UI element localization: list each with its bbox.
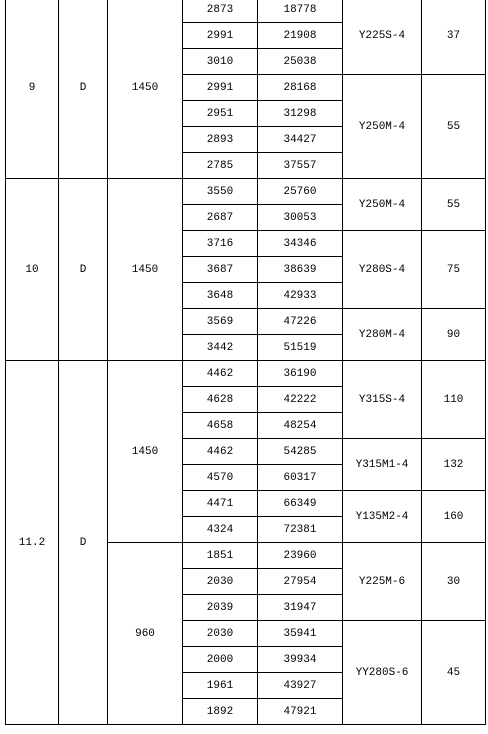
flow-cell: 35941 — [258, 621, 343, 647]
table-row — [6, 361, 486, 387]
model-number-cell: 10 — [6, 179, 59, 361]
flow-cell: 60317 — [258, 465, 343, 491]
motor-power-cell: 30 — [422, 543, 486, 621]
pressure-cell: 4570 — [183, 465, 258, 491]
pressure-cell: 4462 — [183, 361, 258, 387]
table-row — [6, 0, 486, 23]
motor-power-cell: 160 — [422, 491, 486, 543]
pressure-cell: 2991 — [183, 23, 258, 49]
speed-cell: 1450 — [108, 361, 183, 543]
flow-cell: 30053 — [258, 205, 343, 231]
motor-power-cell: 45 — [422, 621, 486, 725]
model-number-cell: 9 — [6, 0, 59, 179]
flow-cell: 18778 — [258, 0, 343, 23]
speed-cell: 1450 — [108, 0, 183, 179]
motor-model-cell: Y280M-4 — [343, 309, 422, 361]
pressure-cell: 2785 — [183, 153, 258, 179]
fan-performance-table — [5, 0, 486, 725]
pressure-cell: 2687 — [183, 205, 258, 231]
pressure-cell: 2991 — [183, 75, 258, 101]
flow-cell: 48254 — [258, 413, 343, 439]
flow-cell: 54285 — [258, 439, 343, 465]
pressure-cell: 1892 — [183, 699, 258, 725]
flow-cell: 51519 — [258, 335, 343, 361]
pressure-cell: 2030 — [183, 569, 258, 595]
motor-model-cell: Y315S-4 — [343, 361, 422, 439]
pressure-cell: 3648 — [183, 283, 258, 309]
flow-cell: 23960 — [258, 543, 343, 569]
flow-cell: 25038 — [258, 49, 343, 75]
motor-power-cell: 110 — [422, 361, 486, 439]
pressure-cell: 2000 — [183, 647, 258, 673]
drive-type-cell: D — [59, 0, 108, 179]
pressure-cell: 3010 — [183, 49, 258, 75]
flow-cell: 34427 — [258, 127, 343, 153]
motor-power-cell: 132 — [422, 439, 486, 491]
drive-type-cell: D — [59, 361, 108, 725]
pressure-cell: 2030 — [183, 621, 258, 647]
table-body — [6, 0, 486, 725]
motor-power-cell: 55 — [422, 75, 486, 179]
table-row — [6, 179, 486, 205]
flow-cell: 34346 — [258, 231, 343, 257]
flow-cell: 47921 — [258, 699, 343, 725]
flow-cell: 25760 — [258, 179, 343, 205]
pressure-cell: 3442 — [183, 335, 258, 361]
motor-power-cell: 90 — [422, 309, 486, 361]
pressure-cell: 4658 — [183, 413, 258, 439]
pressure-cell: 2039 — [183, 595, 258, 621]
pressure-cell: 4462 — [183, 439, 258, 465]
motor-power-cell: 55 — [422, 179, 486, 231]
flow-cell: 42933 — [258, 283, 343, 309]
flow-cell: 31947 — [258, 595, 343, 621]
pressure-cell: 2951 — [183, 101, 258, 127]
pressure-cell: 4471 — [183, 491, 258, 517]
flow-cell: 42222 — [258, 387, 343, 413]
pressure-cell: 4628 — [183, 387, 258, 413]
pressure-cell: 4324 — [183, 517, 258, 543]
drive-type-cell: D — [59, 179, 108, 361]
flow-cell: 28168 — [258, 75, 343, 101]
motor-power-cell: 37 — [422, 0, 486, 75]
motor-model-cell: Y225M-6 — [343, 543, 422, 621]
flow-cell: 43927 — [258, 673, 343, 699]
speed-cell: 960 — [108, 543, 183, 725]
flow-cell: 39934 — [258, 647, 343, 673]
flow-cell: 72381 — [258, 517, 343, 543]
pressure-cell: 3716 — [183, 231, 258, 257]
pressure-cell: 1851 — [183, 543, 258, 569]
motor-model-cell: Y135M2-4 — [343, 491, 422, 543]
flow-cell: 31298 — [258, 101, 343, 127]
motor-power-cell: 75 — [422, 231, 486, 309]
motor-model-cell: Y315M1-4 — [343, 439, 422, 491]
flow-cell: 37557 — [258, 153, 343, 179]
flow-cell: 66349 — [258, 491, 343, 517]
flow-cell: 38639 — [258, 257, 343, 283]
pressure-cell: 3569 — [183, 309, 258, 335]
flow-cell: 27954 — [258, 569, 343, 595]
pressure-cell: 3550 — [183, 179, 258, 205]
motor-model-cell: Y250M-4 — [343, 179, 422, 231]
motor-model-cell: Y225S-4 — [343, 0, 422, 75]
pressure-cell: 1961 — [183, 673, 258, 699]
motor-model-cell: Y280S-4 — [343, 231, 422, 309]
speed-cell: 1450 — [108, 179, 183, 361]
pressure-cell: 2893 — [183, 127, 258, 153]
pressure-cell: 2873 — [183, 0, 258, 23]
pressure-cell: 3687 — [183, 257, 258, 283]
flow-cell: 47226 — [258, 309, 343, 335]
model-number-cell: 11.2 — [6, 361, 59, 725]
motor-model-cell: Y250M-4 — [343, 75, 422, 179]
flow-cell: 21908 — [258, 23, 343, 49]
motor-model-cell: YY280S-6 — [343, 621, 422, 725]
flow-cell: 36190 — [258, 361, 343, 387]
